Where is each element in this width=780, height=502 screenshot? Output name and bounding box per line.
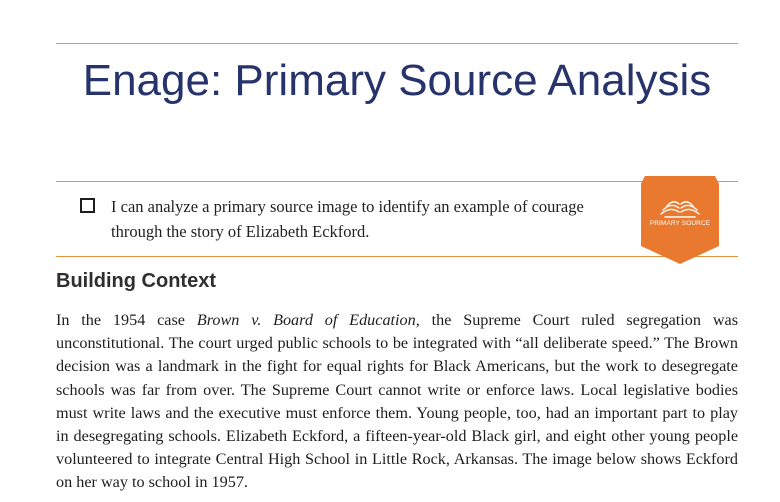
- objective-checkbox[interactable]: [80, 198, 95, 213]
- primary-source-badge: [641, 176, 719, 264]
- section-heading: Building Context: [56, 270, 216, 292]
- context-paragraph: [56, 309, 738, 495]
- objective-text: I can analyze a primary source image to identify an example of courage through the story of Elizabeth Eckford.: [111, 197, 584, 241]
- learning-objective: [56, 181, 738, 257]
- badge-label: PRIMARY SOURCE: [649, 220, 711, 227]
- case-name: Brown v. Board of Education,: [196, 311, 420, 329]
- page-title: Enage: Primary Source Analysis: [82, 56, 712, 105]
- paragraph-text-rest: the Supreme Court ruled segregation was unconstitutional. The court urged public schools to be integrated with “all deliberate speed.” The Brown decision was a landmark in the fight for equal rights for Black Americans, but the work to desegregate schools was far from over. The Supreme Court cannot write or enforce laws. Local legislative bodies must write laws and the executive must enforce them. Young people, too, had an important part to play in desegregating schools. Elizabeth Eckford, a fifteen-year-old Black girl, and eight other young people volunteered to integrate Central High School in Little Rock, Arkansas. The image below shows Eckford on her way to school in 1957.: [56, 311, 738, 492]
- top-divider: [56, 43, 738, 44]
- paragraph-text-start: In the 1954 case: [56, 311, 197, 329]
